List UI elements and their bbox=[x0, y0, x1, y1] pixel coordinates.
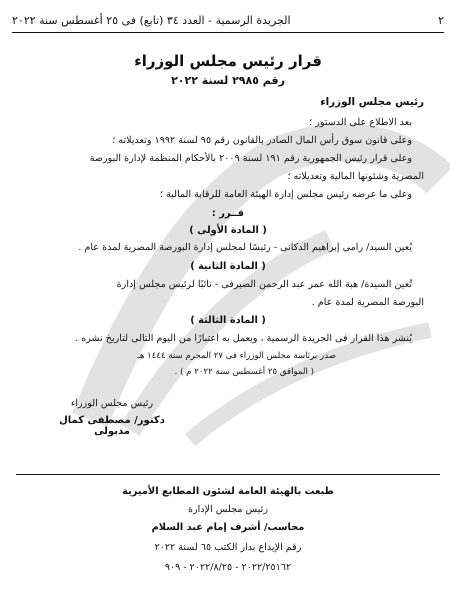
signature-name: دكتور/ مصطفى كمال مدبولى bbox=[59, 415, 165, 437]
issued-at: صدر برئاسة مجلس الوزراء فى ٢٧ المحرم سنة ١٤٤٤ هـ bbox=[137, 351, 336, 361]
article-text: يُنشر هذا القرار فى الجريدة الرسمية ، ويعمل به اعتبارًا من اليوم التالى لتاريخ نشره . bbox=[75, 333, 412, 344]
article-text: تُعين السيدة/ هبة الله عمر عبد الرحمن الصيرفى - نائبًا لرئيس مجلس إدارة bbox=[116, 279, 412, 290]
preamble-line: بعد الاطلاع على الدستور ؛ bbox=[309, 117, 412, 128]
preamble-line: وعلى ما عرضه رئيس مجلس إدارة الهيئة العامة للرقابة المالية ؛ bbox=[160, 189, 412, 200]
preamble-line: المصرية وشئونها المالية وتعديلاته ؛ bbox=[287, 171, 424, 182]
signature-block bbox=[52, 398, 172, 437]
page-header bbox=[12, 10, 444, 30]
article-text: يُعين السيد/ رامى إبراهيم الدكانى - رئيسًا لمجلس إدارة البورصة المصرية لمدة عام . bbox=[78, 242, 412, 253]
preamble-line: وعلى قانون سوق رأس المال الصادر بالقانون رقم ٩٥ لسنة ١٩٩٢ وتعديلاته ؛ bbox=[112, 135, 412, 146]
corresponding-date: ( الموافق ٢٥ أغسطس سنة ٢٠٢٢ م ) . bbox=[174, 367, 314, 377]
article-heading: ( المادة الأولى ) bbox=[189, 225, 267, 236]
article-heading: ( المادة الثانية ) bbox=[190, 261, 266, 272]
board-chair-title: رئيس مجلس الإدارة bbox=[187, 504, 268, 515]
decree-title: قرار رئيس مجلس الوزراء bbox=[134, 52, 322, 70]
signature-title: رئيس مجلس الوزراء bbox=[70, 398, 154, 409]
header-rule bbox=[12, 32, 444, 33]
running-title: الجريدة الرسمية - العدد ٣٤ (تابع) فى ٢٥ أغسطس سنة ٢٠٢٢ bbox=[12, 13, 291, 27]
page-number: ٢ bbox=[438, 13, 444, 27]
deposit-number: رقم الإيداع بدار الكتب ٦٥ لسنة ٢٠٢٢ bbox=[154, 542, 302, 553]
article-text: البورصة المصرية لمدة عام . bbox=[311, 297, 424, 308]
board-chair-name: محاسب/ أشرف إمام عبد السلام bbox=[151, 522, 305, 533]
print-code: ٢٠٢٢/٢٥١٦٢ - ٢٠٢٢/٨/٢٥ - ٩٠٩ bbox=[164, 562, 292, 573]
issuer-heading: رئيس مجلس الوزراء bbox=[320, 96, 424, 108]
footer-separator bbox=[16, 474, 440, 475]
decree-number: رقم ٢٩٨٥ لسنة ٢٠٢٢ bbox=[171, 74, 285, 87]
decides-heading: قــرر : bbox=[211, 208, 245, 219]
preamble-line: وعلى قرار رئيس الجمهورية رقم ١٩١ لسنة ٢٠٠٩ بالأحكام المنظمة لإدارة البورصة bbox=[89, 153, 412, 164]
printer-line: طبعت بالهيئة العامة لشئون المطابع الأميرية bbox=[122, 486, 334, 497]
article-heading: ( المادة الثالثة ) bbox=[190, 315, 266, 326]
